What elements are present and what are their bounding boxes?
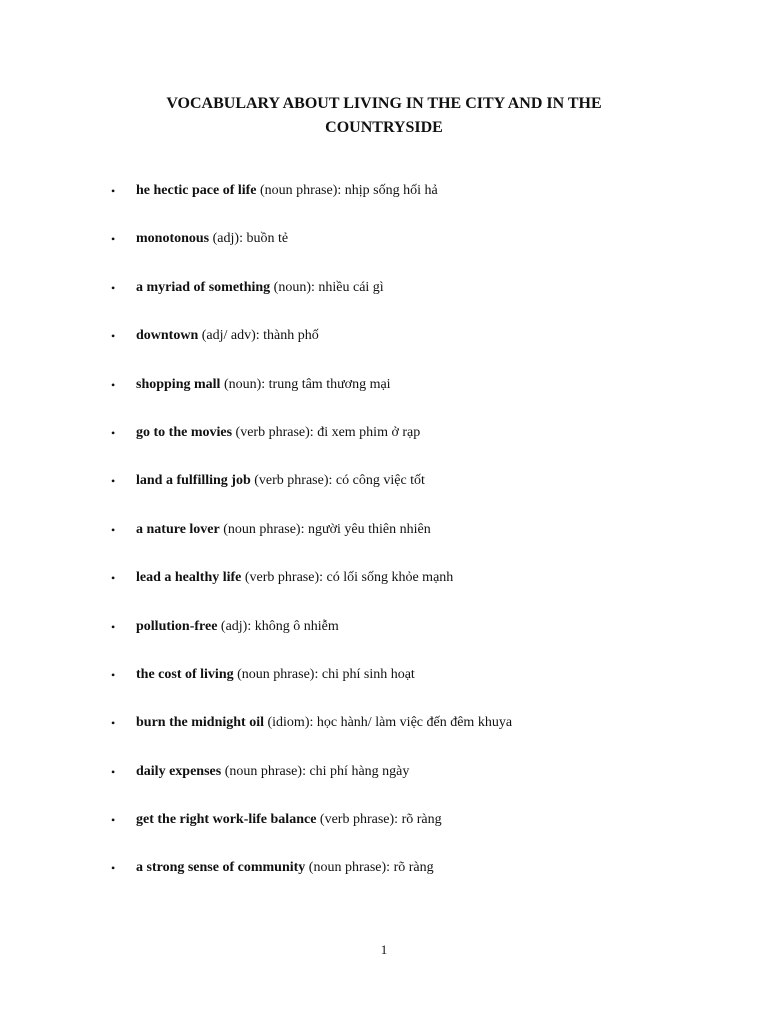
part-of-speech: (noun phrase) [224, 763, 303, 779]
list-item [0, 420, 768, 468]
vocab-entry: a nature lover (noun phrase): người yêu thiên nhiên [136, 521, 431, 537]
list-item [0, 275, 768, 323]
part-of-speech: (noun) [273, 279, 311, 295]
bullet-icon: • [111, 813, 116, 828]
vocab-term: pollution-free [136, 618, 218, 634]
bullet-icon: • [111, 232, 116, 247]
vocab-entry: land a fulfilling job (verb phrase): có công việc tốt [136, 473, 425, 489]
part-of-speech: (verb phrase) [244, 570, 320, 586]
vocab-meaning: thành phố [263, 328, 319, 344]
part-of-speech: (verb phrase) [319, 812, 395, 828]
vocab-meaning: không ô nhiễm [254, 618, 339, 634]
vocab-entry: the cost of living (noun phrase): chi phí sinh hoạt [136, 666, 415, 682]
vocab-meaning: chi phí hàng ngày [309, 763, 410, 779]
vocab-entry: burn the midnight oil (idiom): học hành/ làm việc đến đêm khuya [136, 715, 513, 731]
list-item [0, 323, 768, 371]
list-item [0, 565, 768, 613]
vocab-term: the cost of living [136, 666, 234, 682]
part-of-speech: (verb phrase) [235, 424, 310, 440]
vocab-term: a strong sense of community [136, 860, 306, 876]
page-title: VOCABULARY ABOUT LIVING IN THE CITY AND IN THE COUNTRYSIDE [166, 95, 602, 136]
bullet-icon: • [111, 571, 116, 586]
vocab-entry: go to the movies (verb phrase): đi xem phim ở rạp [136, 424, 421, 440]
bullet-icon: • [111, 329, 116, 344]
page-number: 1 [380, 942, 388, 957]
vocab-term: downtown [136, 328, 199, 344]
vocab-meaning: nhịp sống hối hả [344, 183, 438, 198]
vocab-entry: daily expenses (noun phrase): chi phí hàng ngày [136, 763, 410, 779]
vocab-term: a myriad of something [136, 279, 271, 295]
list-item [0, 226, 768, 274]
list-item [0, 178, 768, 226]
vocab-term: go to the movies [136, 424, 233, 440]
vocab-meaning: người yêu thiên nhiên [308, 521, 431, 537]
vocab-term: land a fulfilling job [136, 473, 251, 489]
vocab-meaning: đi xem phim ở rạp [317, 424, 421, 440]
vocab-meaning: chi phí sinh hoạt [321, 666, 415, 682]
vocab-entry: get the right work-life balance (verb phrase): rõ ràng [136, 812, 442, 828]
vocab-entry: downtown (adj/ adv): thành phố [136, 328, 319, 344]
bullet-icon: • [111, 522, 116, 537]
vocab-term: monotonous [136, 231, 210, 247]
vocab-term: burn the midnight oil [136, 715, 264, 731]
vocab-meaning: có lối sống khỏe mạnh [326, 570, 454, 586]
vocab-meaning: học hành/ làm việc đến đêm khuya [316, 715, 513, 731]
vocab-entry: he hectic pace of life (noun phrase): nhịp sống hối hả [136, 183, 438, 198]
part-of-speech: (noun phrase) [223, 521, 301, 537]
vocab-term: a nature lover [136, 521, 220, 537]
bullet-icon: • [111, 667, 116, 682]
list-item [0, 372, 768, 420]
part-of-speech: (adj) [212, 231, 240, 247]
vocab-meaning: buồn tẻ [246, 231, 289, 247]
part-of-speech: (adj/ adv) [201, 328, 256, 344]
bullet-icon: • [111, 861, 116, 876]
vocab-entry: a myriad of something (noun): nhiều cái gì [136, 279, 384, 295]
list-item [0, 614, 768, 662]
vocab-entry: a strong sense of community (noun phrase): rõ ràng [136, 860, 434, 876]
vocab-term: he hectic pace of life [136, 183, 257, 198]
vocab-term: get the right work-life balance [136, 812, 317, 828]
bullet-icon: • [111, 474, 116, 489]
list-item [0, 662, 768, 710]
part-of-speech: (verb phrase) [254, 473, 329, 489]
bullet-icon: • [111, 184, 116, 198]
vocab-meaning: có công việc tốt [335, 473, 425, 489]
part-of-speech: (noun phrase) [260, 183, 338, 198]
vocab-meaning: trung tâm thương mại [268, 376, 391, 392]
list-item [0, 855, 768, 903]
vocab-entry: lead a healthy life (verb phrase): có lối sống khỏe mạnh [136, 570, 454, 586]
vocab-term: shopping mall [136, 376, 221, 392]
vocab-meaning: nhiều cái gì [318, 279, 384, 295]
vocab-meaning: rõ ràng [393, 860, 434, 876]
bullet-icon: • [111, 764, 116, 779]
vocab-term: daily expenses [136, 763, 222, 779]
list-item [0, 468, 768, 516]
part-of-speech: (adj) [220, 618, 248, 634]
bullet-icon: • [111, 377, 116, 392]
part-of-speech: (idiom) [267, 715, 310, 731]
vocab-meaning: rõ ràng [401, 812, 442, 828]
list-item [0, 710, 768, 758]
bullet-icon: • [111, 280, 116, 295]
vocab-entry: pollution-free (adj): không ô nhiễm [136, 618, 339, 634]
bullet-icon: • [111, 619, 116, 634]
part-of-speech: (noun) [223, 376, 262, 392]
bullet-icon: • [111, 716, 116, 731]
vocab-entry: monotonous (adj): buồn tẻ [136, 231, 289, 247]
list-item [0, 517, 768, 565]
vocab-entry: shopping mall (noun): trung tâm thương mại [136, 376, 391, 392]
part-of-speech: (noun phrase) [237, 666, 315, 682]
vocabulary-list [0, 178, 768, 904]
part-of-speech: (noun phrase) [308, 860, 387, 876]
list-item [0, 759, 768, 807]
vocab-term: lead a healthy life [136, 570, 242, 586]
bullet-icon: • [111, 425, 116, 440]
list-item [0, 807, 768, 855]
